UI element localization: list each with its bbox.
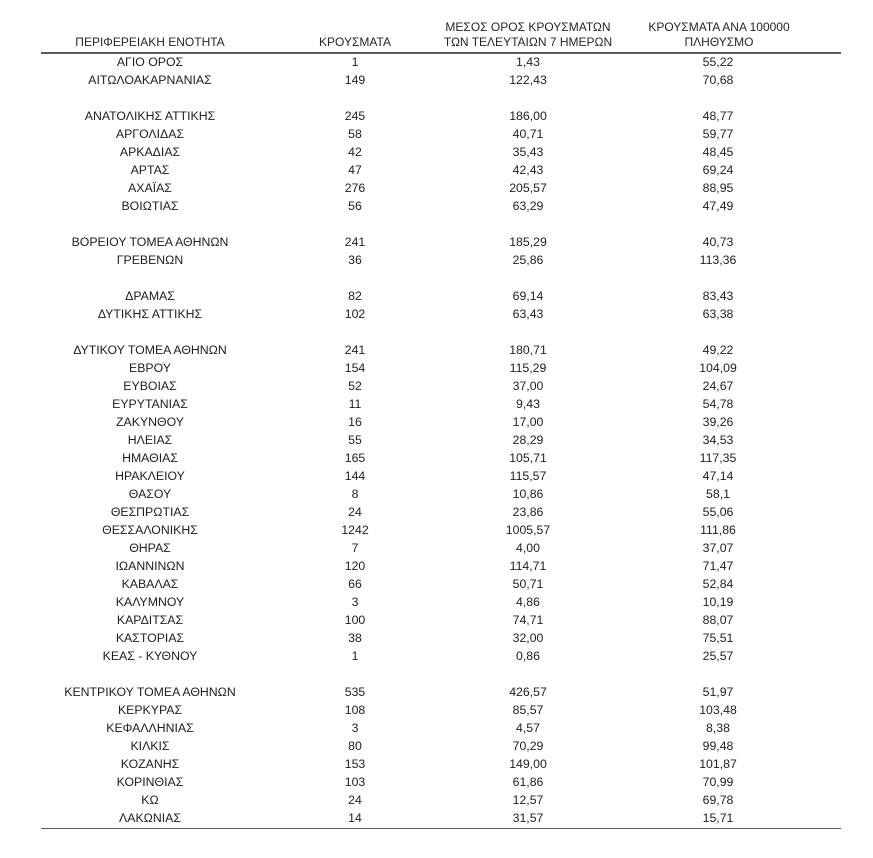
cell-avg7: 37,00	[512, 379, 544, 393]
table-row	[41, 774, 841, 792]
cell-avg7: 185,29	[509, 235, 547, 249]
cell-avg7: 42,43	[512, 163, 544, 177]
table-spacer-row	[41, 324, 841, 342]
cell-per100k: 47,14	[702, 469, 734, 483]
cell-cases: 7	[351, 541, 359, 555]
cell-per100k: 40,73	[702, 235, 734, 249]
cell-avg7: 426,57	[509, 685, 547, 699]
cell-per100k: 117,35	[699, 451, 737, 465]
cell-cases: 241	[344, 235, 366, 249]
cell-cases: 56	[348, 199, 362, 213]
cell-region: ΚΑΒΑΛΑΣ	[121, 577, 179, 591]
table-row	[41, 504, 841, 522]
cell-region: ΘΗΡΑΣ	[129, 541, 171, 555]
cell-cases: 149	[344, 73, 366, 87]
cell-region: ΕΒΡΟΥ	[129, 361, 171, 375]
cell-cases: 80	[348, 739, 362, 753]
cell-region: ΚΕΦΑΛΛΗΝΙΑΣ	[106, 721, 194, 735]
table-row	[41, 396, 841, 414]
cell-region: ΗΛΕΙΑΣ	[127, 433, 173, 447]
cell-per100k: 88,07	[702, 613, 734, 627]
cell-per100k: 55,06	[702, 505, 734, 519]
cell-region: ΗΡΑΚΛΕΙΟΥ	[115, 469, 185, 483]
cell-avg7: 122,43	[509, 73, 547, 87]
header-cases	[285, 35, 425, 50]
header-avg7	[438, 20, 618, 50]
cell-avg7: 4,00	[516, 541, 540, 555]
table-row	[41, 126, 841, 144]
cell-cases: 38	[348, 631, 362, 645]
header-region	[41, 35, 259, 50]
cell-cases: 47	[348, 163, 362, 177]
table-row	[41, 738, 841, 756]
table-row	[41, 540, 841, 558]
table-row	[41, 72, 841, 90]
cell-region: ΑΧΑΪΑΣ	[128, 181, 172, 195]
cell-region: ΔΥΤΙΚΟΥ ΤΟΜΕΑ ΑΘΗΝΩΝ	[73, 343, 227, 357]
cell-cases: 108	[344, 703, 366, 717]
cell-per100k: 75,51	[702, 631, 734, 645]
cell-region: ΙΩΑΝΝΙΝΩΝ	[115, 559, 185, 573]
cell-per100k: 51,97	[702, 685, 734, 699]
table-row	[41, 234, 841, 252]
cell-cases: 24	[348, 793, 362, 807]
table-row	[41, 432, 841, 450]
cell-per100k: 70,99	[702, 775, 734, 789]
cell-avg7: 186,00	[509, 109, 547, 123]
cell-per100k: 25,57	[702, 649, 734, 663]
table-row	[41, 198, 841, 216]
cell-per100k: 48,45	[702, 145, 734, 159]
table-row	[41, 558, 841, 576]
cell-per100k: 49,22	[702, 343, 734, 357]
cell-cases: 3	[351, 721, 359, 735]
cell-cases: 11	[348, 397, 362, 411]
table-row	[41, 360, 841, 378]
table-spacer-row	[41, 666, 841, 684]
cell-region: ΑΓΙΟ ΟΡΟΣ	[116, 55, 184, 69]
cell-region: ΑΙΤΩΛΟΑΚΑΡΝΑΝΙΑΣ	[88, 73, 212, 87]
cell-avg7: 115,57	[509, 469, 547, 483]
cell-region: ΚΑΡΔΙΤΣΑΣ	[116, 613, 184, 627]
cell-avg7: 149,00	[509, 757, 547, 771]
cell-region: ΚΑΛΥΜΝΟΥ	[115, 595, 185, 609]
cell-region: ΖΑΚΥΝΘΟΥ	[116, 415, 184, 429]
table-row	[41, 162, 841, 180]
cell-per100k: 58,1	[706, 487, 730, 501]
cell-avg7: 35,43	[512, 145, 544, 159]
cell-avg7: 114,71	[509, 559, 547, 573]
table-row	[41, 702, 841, 720]
table-row	[41, 756, 841, 774]
cell-region: ΛΑΚΩΝΙΑΣ	[119, 811, 181, 825]
cell-cases: 24	[348, 505, 362, 519]
table-row	[41, 144, 841, 162]
cell-cases: 14	[348, 811, 362, 825]
cell-avg7: 31,57	[512, 811, 544, 825]
cell-per100k: 15,71	[702, 811, 734, 825]
cell-avg7: 115,29	[509, 361, 547, 375]
cell-avg7: 70,29	[512, 739, 544, 753]
cell-avg7: 205,57	[509, 181, 547, 195]
cell-cases: 120	[344, 559, 366, 573]
cell-avg7: 180,71	[509, 343, 547, 357]
cell-cases: 535	[344, 685, 366, 699]
cell-cases: 102	[344, 307, 366, 321]
table-row	[41, 630, 841, 648]
cell-avg7: 40,71	[512, 127, 544, 141]
table-row	[41, 720, 841, 738]
cell-cases: 144	[344, 469, 366, 483]
table-row	[41, 468, 841, 486]
table-row	[41, 180, 841, 198]
cell-per100k: 52,84	[702, 577, 734, 591]
cell-cases: 55	[348, 433, 362, 447]
cases-table	[41, 0, 841, 829]
cell-per100k: 47,49	[702, 199, 734, 213]
table-spacer-row	[41, 90, 841, 108]
cell-cases: 1	[351, 649, 359, 663]
table-spacer-row	[41, 270, 841, 288]
cell-per100k: 70,68	[702, 73, 734, 87]
cell-avg7: 1005,57	[505, 523, 551, 537]
cell-cases: 165	[344, 451, 366, 465]
cell-avg7: 0,86	[516, 649, 540, 663]
cell-region: ΔΡΑΜΑΣ	[125, 289, 175, 303]
cell-per100k: 101,87	[699, 757, 737, 771]
cell-per100k: 69,24	[702, 163, 734, 177]
cell-cases: 42	[348, 145, 362, 159]
cell-cases: 36	[348, 253, 362, 267]
table-row	[41, 342, 841, 360]
cell-region: ΘΕΣΣΑΛΟΝΙΚΗΣ	[102, 523, 198, 537]
cell-region: ΘΑΣΟΥ	[128, 487, 172, 501]
table-row	[41, 594, 841, 612]
header-per100k	[631, 20, 807, 50]
cell-cases: 245	[344, 109, 366, 123]
cell-cases: 16	[348, 415, 362, 429]
table-row	[41, 414, 841, 432]
cell-per100k: 37,07	[702, 541, 734, 555]
table-row	[41, 306, 841, 324]
cell-region: ΓΡΕΒΕΝΩΝ	[116, 253, 184, 267]
cell-avg7: 32,00	[512, 631, 544, 645]
cell-avg7: 61,86	[512, 775, 544, 789]
cell-cases: 100	[344, 613, 366, 627]
cell-avg7: 69,14	[512, 289, 544, 303]
cell-per100k: 10,19	[702, 595, 734, 609]
cell-per100k: 71,47	[702, 559, 734, 573]
cell-per100k: 54,78	[702, 397, 734, 411]
table-row	[41, 378, 841, 396]
cell-cases: 241	[344, 343, 366, 357]
cell-cases: 66	[348, 577, 362, 591]
cell-per100k: 59,77	[702, 127, 734, 141]
cell-per100k: 24,67	[702, 379, 734, 393]
header-region-label: ΠΕΡΙΦΕΡΕΙΑΚΗ ΕΝΟΤΗΤΑ	[75, 35, 225, 49]
cell-avg7: 1,43	[516, 55, 540, 69]
table-row	[41, 810, 841, 828]
cell-cases: 82	[348, 289, 362, 303]
cell-per100k: 103,48	[699, 703, 737, 717]
cell-region: ΚΟΖΑΝΗΣ	[120, 757, 180, 771]
cell-region: ΗΜΑΘΙΑΣ	[122, 451, 178, 465]
cell-avg7: 4,86	[516, 595, 540, 609]
cell-avg7: 10,86	[512, 487, 544, 501]
table-row	[41, 684, 841, 702]
cell-per100k: 113,36	[699, 253, 737, 267]
table-row	[41, 288, 841, 306]
cell-per100k: 69,78	[702, 793, 734, 807]
cell-avg7: 17,00	[512, 415, 544, 429]
header-avg7-line1: ΜΕΣΟΣ ΟΡΟΣ ΚΡΟΥΣΜΑΤΩΝ	[445, 20, 611, 34]
cell-cases: 153	[344, 757, 366, 771]
cell-per100k: 34,53	[702, 433, 734, 447]
table-header	[41, 0, 841, 54]
cell-region: ΕΥΡΥΤΑΝΙΑΣ	[112, 397, 188, 411]
cell-region: ΚΙΛΚΙΣ	[130, 739, 170, 753]
cell-per100k: 88,95	[702, 181, 734, 195]
cell-cases: 3	[351, 595, 359, 609]
cell-cases: 1	[351, 55, 359, 69]
header-per100k-line1: ΚΡΟΥΣΜΑΤΑ ΑΝΑ 100000	[648, 20, 790, 34]
cell-avg7: 50,71	[512, 577, 544, 591]
header-per100k-line2: ΠΛΗΘΥΣΜΟ	[684, 35, 754, 49]
cell-avg7: 105,71	[509, 451, 547, 465]
cell-per100k: 48,77	[702, 109, 734, 123]
table-row	[41, 792, 841, 810]
cell-region: ΚΟΡΙΝΘΙΑΣ	[116, 775, 184, 789]
table-spacer-row	[41, 216, 841, 234]
table-body	[41, 54, 841, 829]
table-row	[41, 252, 841, 270]
cell-region: ΕΥΒΟΙΑΣ	[123, 379, 177, 393]
cell-cases: 103	[344, 775, 366, 789]
cell-avg7: 12,57	[512, 793, 544, 807]
cell-region: ΚΕΑΣ - ΚΥΘΝΟΥ	[102, 649, 198, 663]
cell-region: ΔΥΤΙΚΗΣ ΑΤΤΙΚΗΣ	[97, 307, 203, 321]
cell-region: ΑΝΑΤΟΛΙΚΗΣ ΑΤΤΙΚΗΣ	[84, 109, 216, 123]
cell-cases: 276	[344, 181, 366, 195]
cell-per100k: 104,09	[699, 361, 737, 375]
cell-avg7: 63,43	[512, 307, 544, 321]
cell-per100k: 83,43	[702, 289, 734, 303]
cell-cases: 154	[344, 361, 366, 375]
cell-avg7: 74,71	[512, 613, 544, 627]
cell-region: ΑΡΚΑΔΙΑΣ	[119, 145, 181, 159]
table-row	[41, 108, 841, 126]
cell-cases: 8	[351, 487, 359, 501]
cell-cases: 58	[348, 127, 362, 141]
cell-per100k: 111,86	[700, 523, 736, 537]
header-cases-label: ΚΡΟΥΣΜΑΤΑ	[319, 35, 391, 49]
table-row	[41, 522, 841, 540]
cell-region: ΚΕΡΚΥΡΑΣ	[117, 703, 183, 717]
cell-avg7: 63,29	[512, 199, 544, 213]
cell-per100k: 55,22	[702, 55, 734, 69]
cell-region: ΘΕΣΠΡΩΤΙΑΣ	[110, 505, 190, 519]
cell-per100k: 8,38	[706, 721, 730, 735]
cell-per100k: 99,48	[702, 739, 734, 753]
cell-avg7: 25,86	[512, 253, 544, 267]
table-row	[41, 612, 841, 630]
cell-region: ΑΡΓΟΛΙΔΑΣ	[115, 127, 185, 141]
table-row	[41, 450, 841, 468]
cell-region: ΚΕΝΤΡΙΚΟΥ ΤΟΜΕΑ ΑΘΗΝΩΝ	[64, 685, 236, 699]
cell-region: ΚΩ	[141, 793, 159, 807]
cell-region: ΒΟΡΕΙΟΥ ΤΟΜΕΑ ΑΘΗΝΩΝ	[71, 235, 229, 249]
cell-cases: 52	[348, 379, 362, 393]
table-row	[41, 54, 841, 72]
header-avg7-line2: ΤΩΝ ΤΕΛΕΥΤΑΙΩΝ 7 ΗΜΕΡΩΝ	[443, 35, 613, 49]
cell-avg7: 9,43	[516, 397, 540, 411]
table-row	[41, 576, 841, 594]
table-row	[41, 486, 841, 504]
cell-avg7: 85,57	[512, 703, 544, 717]
cell-region: ΚΑΣΤΟΡΙΑΣ	[115, 631, 185, 645]
cell-cases: 1242	[341, 523, 369, 537]
cell-avg7: 28,29	[512, 433, 544, 447]
table-row	[41, 648, 841, 666]
cell-avg7: 4,57	[516, 721, 540, 735]
cell-avg7: 23,86	[512, 505, 544, 519]
cell-per100k: 63,38	[702, 307, 734, 321]
cell-region: ΑΡΤΑΣ	[130, 163, 170, 177]
cell-per100k: 39,26	[702, 415, 734, 429]
cell-region: ΒΟΙΩΤΙΑΣ	[121, 199, 179, 213]
